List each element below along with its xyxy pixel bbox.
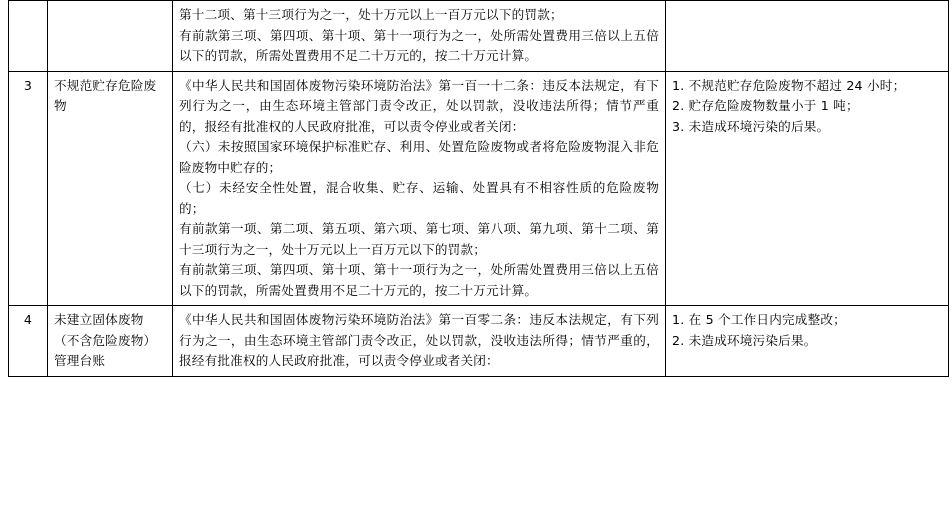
table-body bbox=[9, 1, 949, 377]
table-row bbox=[9, 1, 949, 72]
row-basis-cell bbox=[173, 306, 666, 377]
condition-item: 1. 不规范贮存危险废物不超过 24 小时； bbox=[672, 77, 906, 93]
row-basis-cell bbox=[173, 71, 666, 306]
basis-paragraph: 《中华人民共和国固体废物污染环境防治法》第一百零二条：违反本法规定，有下列行为之一，由生态环境主管部门责令改正，处以罚款，没收违法所得；情节严重的，报经有批准权的人民政府批准，可以责令停业或者关闭： bbox=[179, 312, 659, 368]
basis-paragraph: （七）未经安全性处置，混合收集、贮存、运输、处置具有不相容性质的危险废物的； bbox=[179, 180, 659, 216]
row-conditions-cell bbox=[666, 71, 949, 306]
condition-item: 3. 未造成环境污染的后果。 bbox=[672, 118, 830, 134]
basis-paragraph: （六）未按照国家环境保护标准贮存、利用、处置危险废物或者将危险废物混入非危险废物中贮存的； bbox=[179, 139, 659, 175]
regulation-table bbox=[8, 0, 949, 377]
basis-paragraph: 第十二项、第十三项行为之一，处十万元以上一百万元以下的罚款； bbox=[179, 7, 563, 22]
row-conditions-cell bbox=[666, 1, 949, 72]
row-number: 4 bbox=[23, 312, 33, 327]
condition-item: 1. 在 5 个工作日内完成整改； bbox=[672, 312, 846, 327]
row-number-cell bbox=[9, 306, 48, 377]
conditions-list bbox=[672, 76, 942, 138]
basis-paragraph: 有前款第三项、第四项、第十项、第十一项行为之一，处所需处置费用三倍以上五倍以下的罚款，所需处置费用不足二十万元的，按二十万元计算。 bbox=[179, 262, 659, 298]
conditions-list bbox=[672, 310, 942, 351]
row-basis-cell bbox=[173, 1, 666, 72]
row-item-cell bbox=[48, 1, 173, 72]
row-number-cell bbox=[9, 71, 48, 306]
table-row bbox=[9, 306, 949, 377]
table-row bbox=[9, 71, 949, 306]
row-item-cell bbox=[48, 71, 173, 306]
condition-item: 2. 未造成环境污染后果。 bbox=[672, 332, 817, 348]
basis-paragraph: 有前款第三项、第四项、第十项、第十一项行为之一，处所需处置费用三倍以上五倍以下的罚款，所需处置费用不足二十万元的，按二十万元计算。 bbox=[179, 27, 659, 63]
row-conditions-cell bbox=[666, 306, 949, 377]
row-number: 3 bbox=[23, 77, 33, 93]
row-item-label: 未建立固体废物（不含危险废物）管理台账 bbox=[54, 312, 157, 368]
row-item-label: 不规范贮存危险废物 bbox=[54, 77, 157, 113]
row-number-cell bbox=[9, 1, 48, 72]
basis-paragraph: 有前款第一项、第二项、第五项、第六项、第七项、第八项、第九项、第十二项、第十三项行为之一，处十万元以上一百万元以下的罚款； bbox=[179, 221, 659, 257]
row-item-cell bbox=[48, 306, 173, 377]
condition-item: 2. 贮存危险废物数量小于 1 吨； bbox=[672, 98, 859, 113]
basis-paragraph: 《中华人民共和国固体废物污染环境防治法》第一百一十二条：违反本法规定，有下列行为之一，由生态环境主管部门责令改正，处以罚款，没收违法所得；情节严重的，报经有批准权的人民政府批准，可以责令停业或者关闭： bbox=[179, 77, 659, 134]
